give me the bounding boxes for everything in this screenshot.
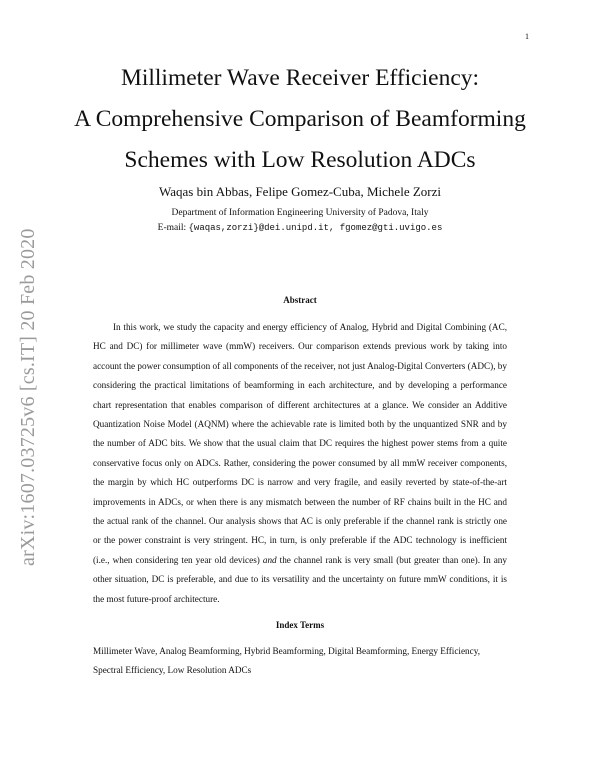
- page-number: 1: [525, 32, 529, 41]
- abstract-text-part-1: In this work, we study the capacity and energy efficiency of Analog, Hybrid and Digital Combining (AC, HC and DC) for millimeter wave (mmW) receivers. Our comparison extends previous work by taking into account the power consumption of all components of the receiver, not just Analog-Digital Converters (ADC), by considering the practical limitations of beamforming in each architecture, and by developing a performance chart representation that enables comparison of different architectures at a glance. We consider an Additive Quantization Noise Model (AQNM) where the achievable rate is limited both by the unquantized SNR and by the number of ADC bits. We show that the usual claim that DC requires the highest power stems from a quite conservative focus only on ADCs. Rather, considering the power consumed by all mmW receiver components, the margin by which HC outperforms DC is narrow and very fragile, and easily reverted by state-of-the-art improvements in ADCs, or when there is any mismatch between the number of RF chains built in the HC and the actual rank of the channel. Our analysis shows that AC is only preferable if the channel rank is strictly one or the power constraint is very stringent. HC, in turn, is only preferable if the ADC technology is inefficient (i.e., when considering ten year old devices): [93, 322, 507, 565]
- index-terms-heading: Index Terms: [275, 620, 325, 630]
- title-line-3: Schemes with Low Resolution ADCs: [124, 147, 476, 173]
- email-addresses: {waqas,zorzi}@dei.unipd.it, fgomez@gti.uvigo.es: [188, 223, 443, 233]
- arxiv-identifier-stamp: arXiv:1607.03725v6 [cs.IT] 20 Feb 2020: [17, 228, 39, 566]
- abstract-body: [93, 318, 507, 609]
- author-list: Waqas bin Abbas, Felipe Gomez-Cuba, Michele Zorzi: [159, 184, 441, 199]
- abstract-heading: Abstract: [283, 295, 317, 305]
- paper-title: [60, 58, 540, 181]
- author-emails: [60, 223, 540, 233]
- abstract-emphasis: and: [262, 554, 277, 565]
- title-line-2: A Comprehensive Comparison of Beamforming: [74, 106, 526, 132]
- email-label: E-mail:: [157, 223, 189, 233]
- abstract-text-part-2: the channel rank is very small (but greater than one). In any other situation, DC is preferable, and due to its versatility and the uncertainty on future mmW conditions, it is the most future-proof architecture.: [93, 554, 507, 604]
- title-line-1: Millimeter Wave Receiver Efficiency:: [120, 65, 480, 91]
- index-terms-body: Millimeter Wave, Analog Beamforming, Hybrid Beamforming, Digital Beamforming, Energy Efficiency, Spectral Efficiency, Low Resolution ADCs: [93, 646, 480, 676]
- author-affiliation: Department of Information Engineering University of Padova, Italy: [171, 208, 429, 218]
